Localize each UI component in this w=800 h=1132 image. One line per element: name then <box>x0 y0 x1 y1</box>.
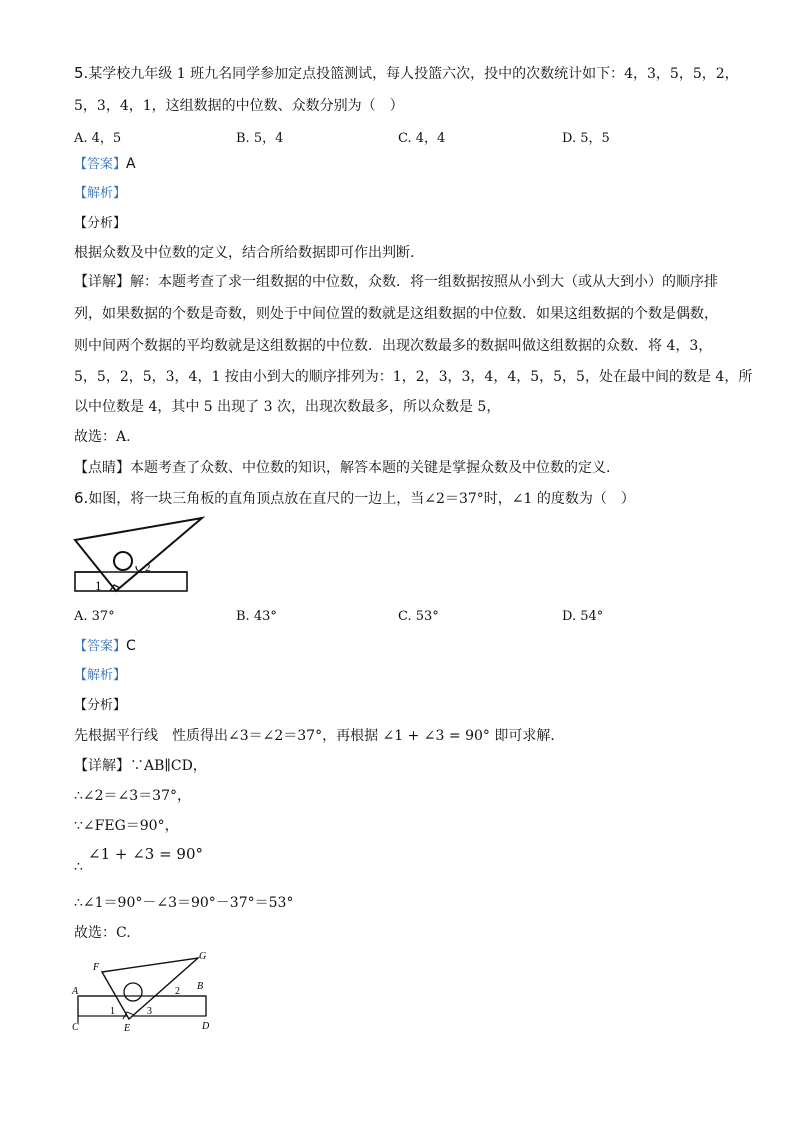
q5-fenxi-text: 根据众数及中位数的定义，结合所给数据即可作出判断. <box>74 245 415 261</box>
q6-jiexi-tag: 【解析】 <box>74 668 127 683</box>
q6-step4: ∴∠1＝90°－∠3＝90°－37°＝53° <box>74 895 294 911</box>
q6-figure-label-1: 1 <box>95 578 102 593</box>
q6-guxuan: 故选：C. <box>74 925 131 941</box>
fig2-label-D: D <box>202 1021 210 1032</box>
q5-xiangjie-line1: 【详解】解：本题考查了求一组数据的中位数，众数．将一组数据按照从小到大（或从大到小）的顺序排 <box>74 274 718 290</box>
q5-xiangjie-line4: 5，5，2，5，3，4，1 按由小到大的顺序排列为：1，2，3，3，4，4，5，5，5，处在最中间的数是 4，所 <box>74 369 753 385</box>
fig2-label-C: C <box>72 1022 79 1033</box>
q6-stem-text: 如图，将一块三角板的直角顶点放在直尺的一边上，当∠2＝37°时，∠1 的度数为（ ） <box>88 491 635 507</box>
q6-step3-expr: ∠1 + ∠3 = 90° <box>88 845 204 863</box>
q5-number: 5. <box>74 64 89 82</box>
q6-figure-triangle-ruler <box>70 515 210 597</box>
q5-stem-text: 某学校九年级 1 班九名同学参加定点投篮测试，每人投篮六次，投中的次数统计如下：4，3，5，5，2， <box>88 66 739 82</box>
q6-stem <box>74 489 635 508</box>
q5-stem-line2: 5，3，4，1，这组数据的中位数、众数分别为（ ） <box>74 98 404 114</box>
q5-stem-line1 <box>74 64 739 83</box>
q5-option-b: B. 5，4 <box>236 131 284 146</box>
q6-step1: ∴∠2＝∠3＝37°， <box>74 788 191 804</box>
q5-dianjing: 【点睛】本题考查了众数、中位数的知识，解答本题的关键是掌握众数及中位数的定义. <box>74 460 611 476</box>
q6-figure-label-2: 2 <box>145 562 151 574</box>
q5-jiexi-tag: 【解析】 <box>74 186 127 201</box>
fig2-label-G: G <box>199 951 207 962</box>
q6-xiangjie: 【详解】∵AB∥CD， <box>74 758 207 774</box>
q5-option-c: C. 4，4 <box>398 131 446 146</box>
q6-step3-therefore: ∴ <box>74 859 83 875</box>
q6-answer-tag: 【答案】 <box>74 639 127 654</box>
q6-option-a: A. 37° <box>74 609 115 624</box>
q5-guxuan: 故选：A. <box>74 429 131 445</box>
fig2-label-1: 1 <box>110 1006 115 1017</box>
fig2-label-A: A <box>72 986 79 997</box>
q5-option-d: D. 5，5 <box>562 131 610 146</box>
q6-option-b: B. 43° <box>236 609 277 624</box>
q5-xiangjie-line5: 以中位数是 4，其中 5 出现了 3 次，出现次数最多，所以众数是 5， <box>74 399 501 415</box>
q5-xiangjie-line3: 则中间两个数据的平均数就是这组数据的中位数．出现次数最多的数据叫做这组数据的众数．将 4，3， <box>74 338 713 354</box>
q6-option-c: C. 53° <box>398 609 439 624</box>
fig2-label-2: 2 <box>175 986 180 997</box>
q6-fenxi-tag: 【分析】 <box>74 698 127 713</box>
q5-fenxi-tag: 【分析】 <box>74 216 127 231</box>
q5-option-a: A. 4，5 <box>74 131 122 146</box>
q6-option-d: D. 54° <box>562 609 604 624</box>
q6-number: 6. <box>74 489 89 507</box>
fig2-label-3: 3 <box>147 1006 152 1017</box>
q5-answer-tag: 【答案】 <box>74 157 127 172</box>
q5-answer <box>74 155 136 174</box>
q6-answer-letter: C <box>126 638 136 654</box>
fig2-label-F: F <box>93 962 100 973</box>
q5-answer-letter: A <box>126 156 136 172</box>
q6-answer <box>74 637 136 656</box>
fig2-label-E: E <box>124 1023 131 1034</box>
q5-xiangjie-line2: 列，如果数据的个数是奇数，则处于中间位置的数就是这组数据的中位数．如果这组数据的个数是偶数， <box>74 306 718 322</box>
fig2-label-B: B <box>197 981 204 992</box>
q6-solution-figure <box>68 950 218 1034</box>
q6-step2: ∵∠FEG＝90°， <box>74 818 179 834</box>
q6-fenxi-text: 先根据平行线 性质得出∠3＝∠2＝37°，再根据 ∠1 + ∠3 = 90° 即可求解. <box>74 728 555 744</box>
